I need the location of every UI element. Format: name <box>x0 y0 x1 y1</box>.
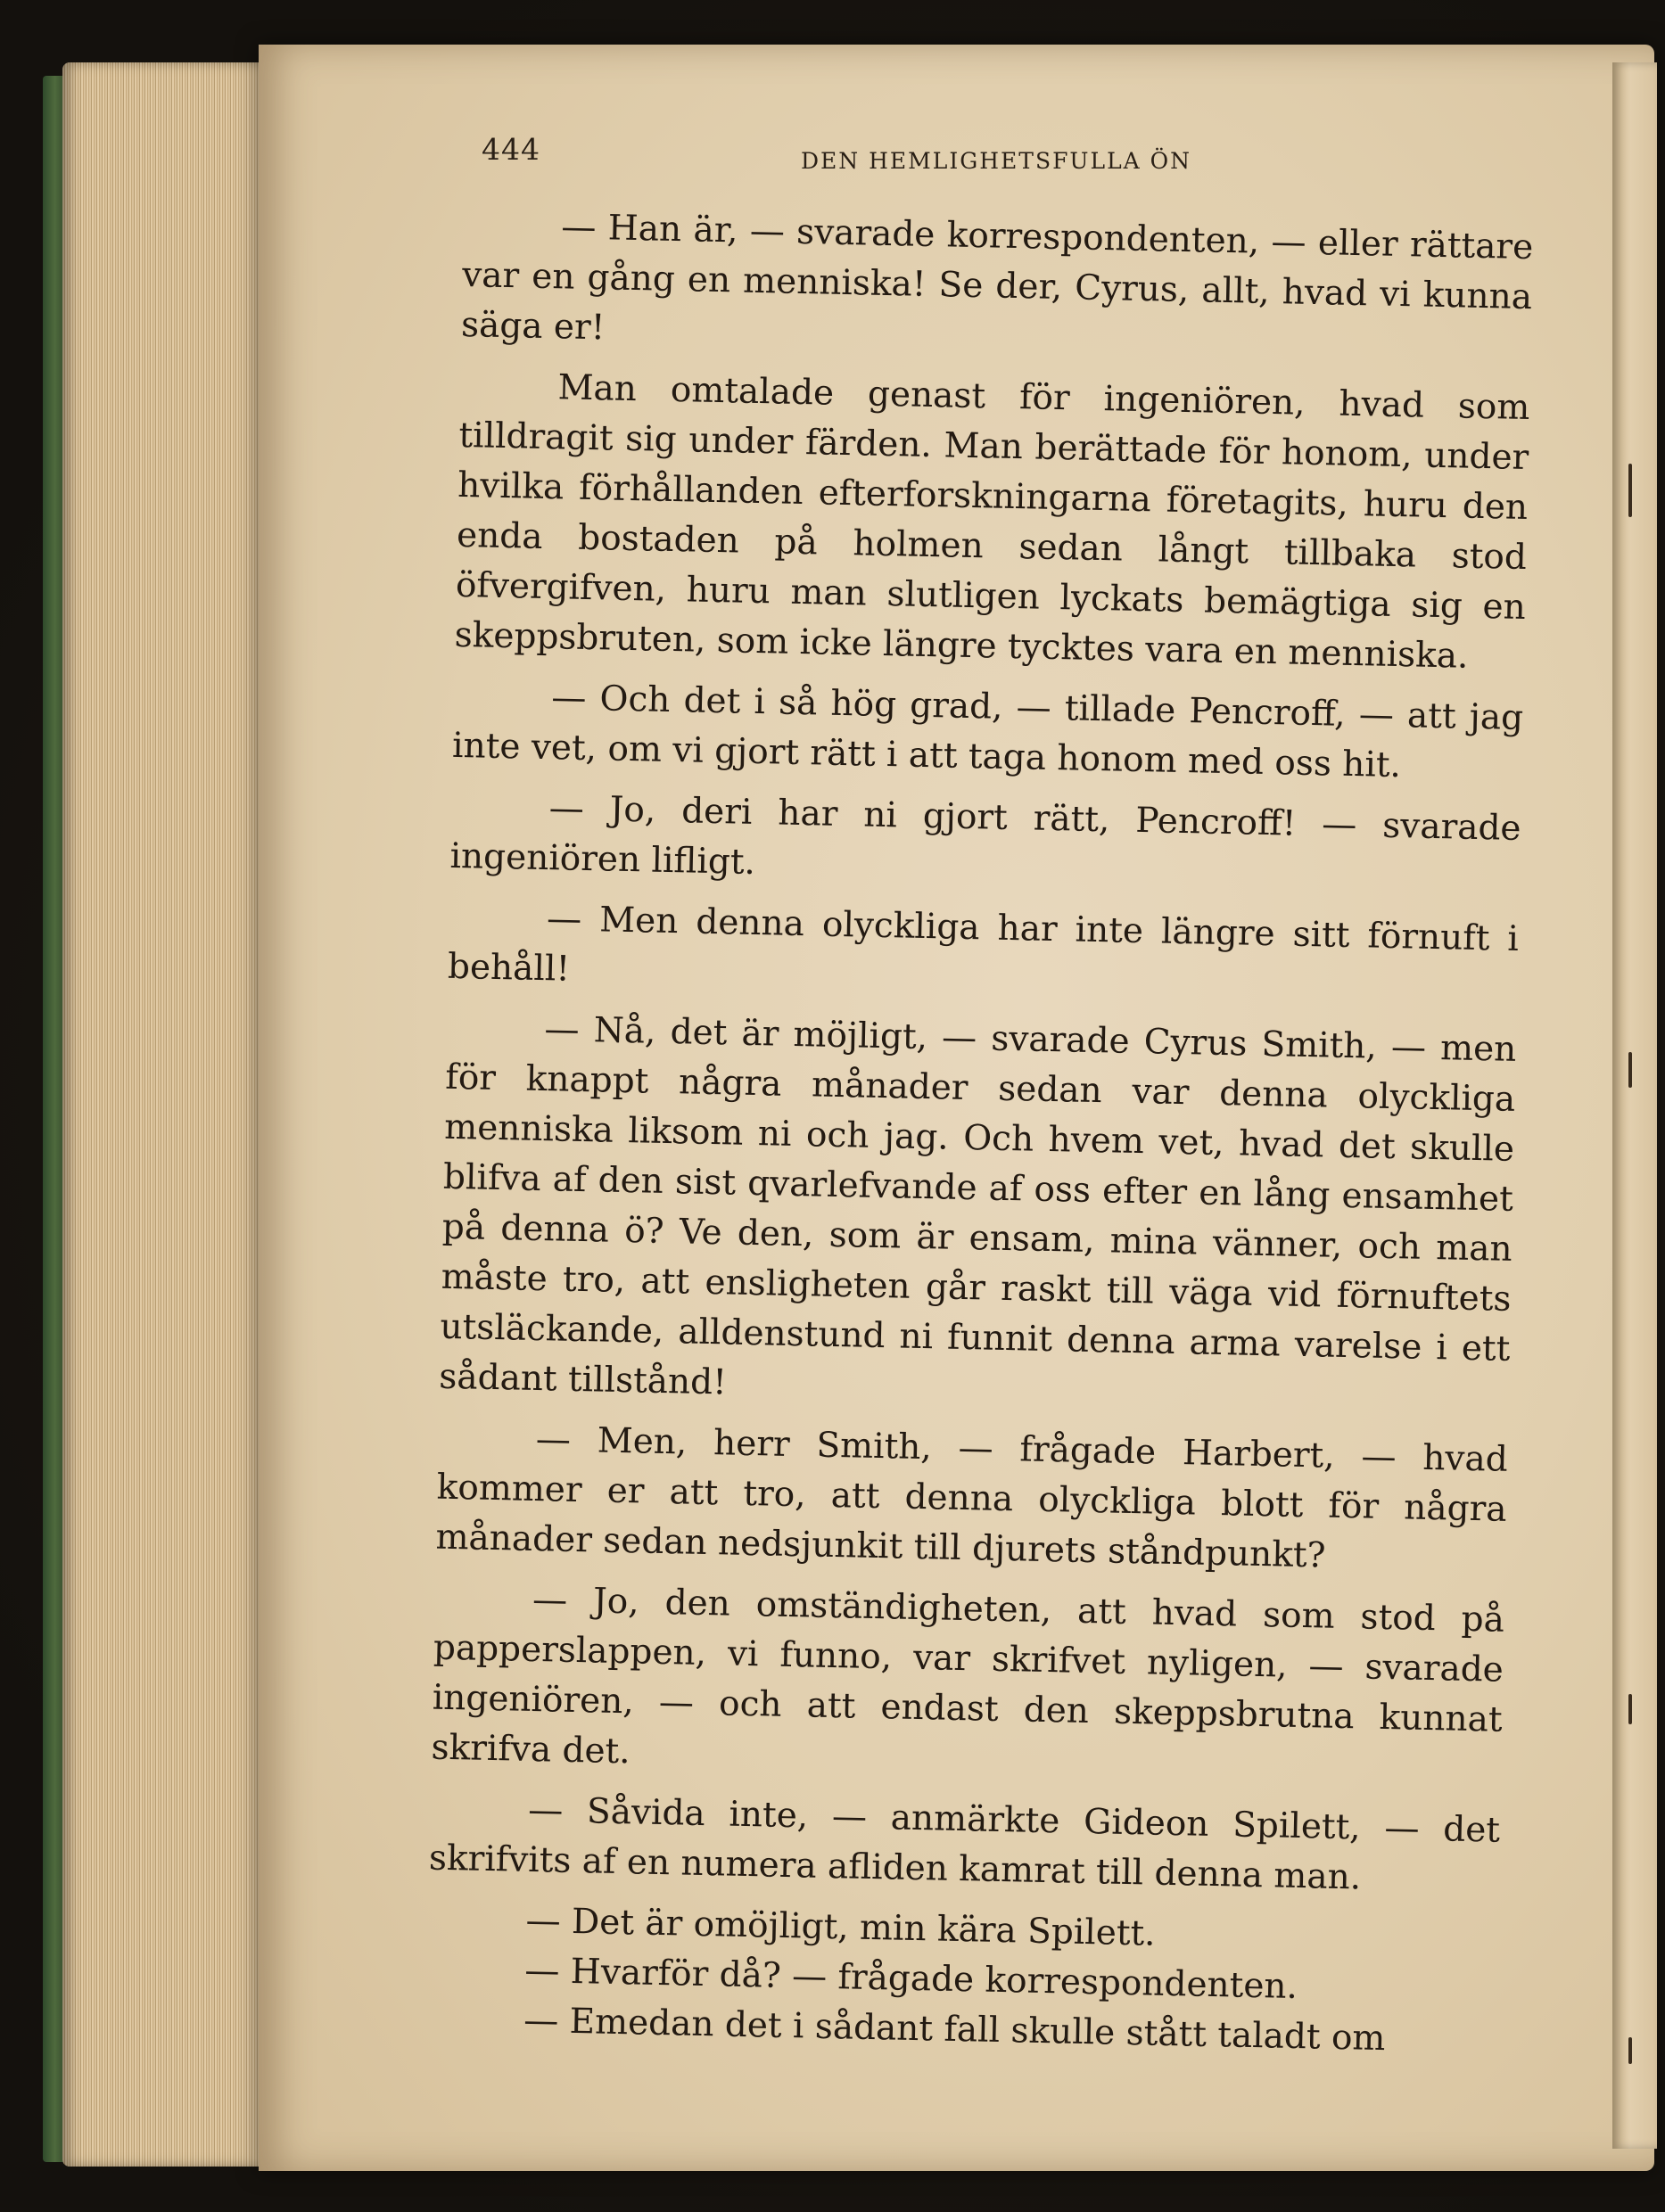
body-text <box>425 201 1534 2067</box>
page-number: 444 <box>482 132 540 167</box>
paragraph: — Emedan det i sådant fall skulle stått taladt om <box>523 2000 1386 2060</box>
paragraph: — Det är omöjligt, min kära Spilett. <box>525 1900 1157 1954</box>
stacked-page-edges <box>62 62 269 2167</box>
margin-mark <box>1628 2037 1632 2064</box>
paragraph: — Hvarför då? — frågade korrespondenten. <box>523 1950 1298 2008</box>
margin-mark <box>1628 1052 1632 1088</box>
paragraph: — Jo, deri har ni gjort rätt, Pencroff! — svarade ingeniören lifligt. <box>449 788 1521 884</box>
paragraph: — Jo, den omständigheten, att hvad som stod på papperslappen, vi funno, var skrifvet nyligen, — svarade ingeniören, — och att endast den skeppsbrutna kunnat skrifva det. <box>431 1579 1505 1772</box>
paragraph: — Såvida inte, — anmärkte Gideon Spilett, — det skrifvits af en numera afliden kamrat till denna man. <box>428 1789 1501 1898</box>
paragraph: — Nå, det är möjligt, — svarade Cyrus Smith, — men för knappt några månader sedan var denna olyckliga menniska liksom ni och jag. Och hvem vet, hvad det skulle blifva af den sist qvarlefvande af oss efter en lång ensamhet på denna ö? Ve den, som är ensam, mina vänner, och man måste tro, att ensligheten går raskt till väga vid förnuftets utsläckande, alldenstund ni funnit denna arma varelse i ett sådant tillstånd! <box>438 1009 1517 1403</box>
paragraph: Man omtalade genast för ingeniören, hvad som tilldragit sig under färden. Man berättade för honom, under hvilka förhållanden efterforskningarna företagits, huru den enda bostaden på holmen sedan långt tillbaka stod öfvergifven, huru man slutligen lyckats bemägtiga sig en skeppsbruten, som icke längre tycktes vara en menniska. <box>454 367 1530 677</box>
margin-mark <box>1628 1694 1632 1724</box>
page-header <box>482 127 1552 180</box>
paragraph: — Men, herr Smith, — frågade Harbert, — hvad kommer er att tro, att denna olyckliga blott för några månader sedan nedsjunkit till djurets ståndpunkt? <box>435 1419 1509 1576</box>
paragraph: — Han är, — svarade korrespondenten, — eller rättare var en gång en menniska! Se der, Cyrus, allt, hvad vi kunna säga er! <box>460 207 1534 349</box>
paragraph: — Men denna olyckliga har inte längre sitt förnuft i behåll! <box>447 899 1520 990</box>
margin-mark <box>1628 464 1632 517</box>
paragraph: — Och det i så hög grad, — tillade Pencroff, — att jag inte vet, om vi gjort rätt i att taga honom med oss hit. <box>451 678 1524 786</box>
running-head: DEN HEMLIGHETSFULLA ÖN <box>801 148 1192 174</box>
next-page-edge <box>1612 62 1657 2149</box>
